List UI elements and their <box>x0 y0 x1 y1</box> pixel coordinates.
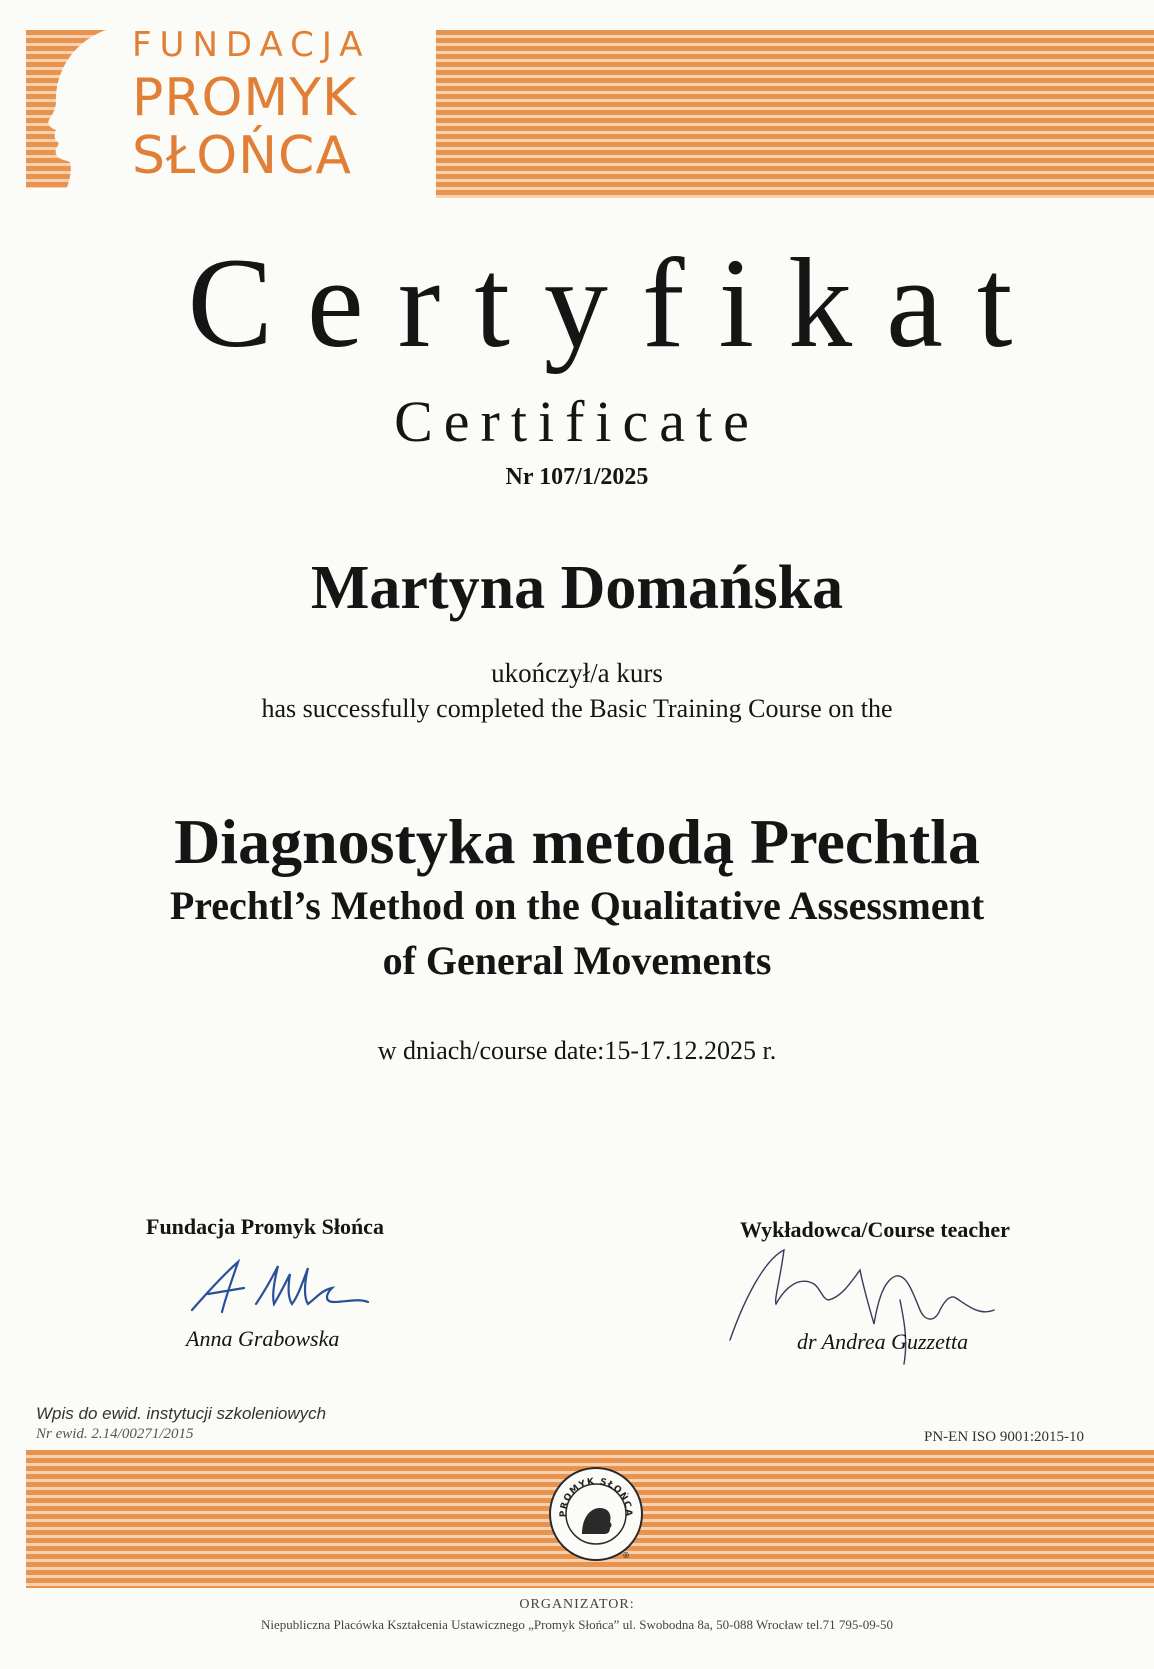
logo-line-3: SŁOŃCA <box>132 126 352 186</box>
certificate-number: Nr 107/1/2025 <box>505 464 649 490</box>
signature-left-label: Fundacja Promyk Słońca <box>146 1214 384 1239</box>
certificate-title-polish: Certyfikat <box>187 232 1047 374</box>
completed-text-english: has successfully completed the Basic Training Course on the <box>261 694 893 723</box>
iso-standard: PN-EN ISO 9001:2015-10 <box>924 1429 1084 1445</box>
course-title-polish: Diagnostyka metodą Prechtla <box>174 806 980 877</box>
profile-head-icon <box>26 30 106 190</box>
certificate-title-english: Certificate <box>394 389 760 454</box>
logo-line-2: PROMYK <box>132 68 358 128</box>
course-title-english-line-1: Prechtl’s Method on the Qualitative Assessment <box>169 883 985 928</box>
seal-text: PROMYK SŁOŃCA <box>558 1476 634 1518</box>
organizer-label: ORGANIZATOR: <box>519 1597 635 1612</box>
recipient-name: Martyna Domańska <box>310 554 844 622</box>
svg-text:®: ® <box>622 1551 630 1560</box>
logo-line-1: FUNDACJA <box>132 25 371 65</box>
signature-right-label: Wykładowca/Course teacher <box>740 1217 1010 1242</box>
registry-line-1: Wpis do ewid. instytucji szkoleniowych <box>36 1404 327 1423</box>
signature-left-image <box>186 1254 376 1318</box>
course-date: w dniach/course date:15-17.12.2025 r. <box>377 1036 777 1065</box>
header-stripes-right <box>436 30 1154 198</box>
signature-left-name: Anna Grabowska <box>186 1326 340 1351</box>
completed-text-polish: ukończył/a kurs <box>491 658 663 688</box>
registry-line-2: Nr ewid. 2.14/00271/2015 <box>36 1426 194 1442</box>
organizer-address: Niepubliczna Placówka Kształcenia Ustawicznego „Promyk Słońca” ul. Swobodna 8a, 50-088 Wrocław tel.71 795-09-50 <box>260 1617 894 1632</box>
signature-right-name: dr Andrea Guzzetta <box>797 1329 969 1354</box>
foundation-seal-icon <box>546 1464 646 1564</box>
foundation-logo <box>132 25 371 186</box>
course-title-english-line-2: of General Movements <box>382 938 772 983</box>
